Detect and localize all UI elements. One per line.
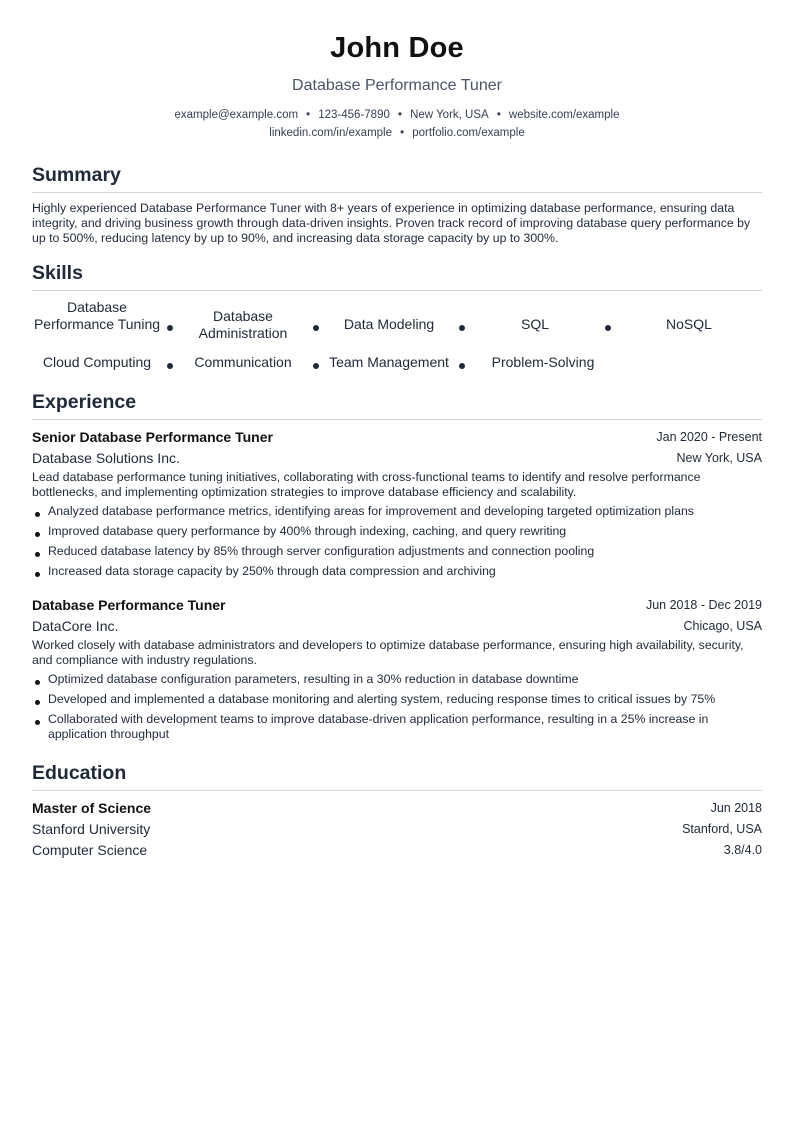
bullet-text: Developed and implemented a database monitoring and alerting system, reducing response times to critical issues by 75% (48, 692, 716, 706)
job-location: New York, USA (676, 451, 762, 465)
section-divider (32, 290, 762, 291)
education-gpa: 3.8/4.0 (723, 843, 762, 857)
education-date: Jun 2018 (710, 801, 762, 815)
education-location: Stanford, USA (682, 822, 762, 836)
job-location: Chicago, USA (683, 619, 762, 633)
skill-item: Database Performance Tuning (33, 299, 161, 332)
contact-line-2 (32, 125, 762, 139)
contact-separator: • (400, 125, 405, 139)
contact-line-1 (32, 107, 762, 121)
experience-heading: Experience (32, 391, 137, 413)
skill-item: Database Administration (198, 308, 288, 341)
job-title: Database Performance Tuner (32, 597, 226, 613)
portfolio-link[interactable]: portfolio.com/example (412, 127, 525, 139)
bullet-text: Increased data storage capacity by 250% through data compression and archiving (48, 564, 496, 578)
summary-heading: Summary (32, 164, 121, 186)
website-link[interactable]: website.com/example (508, 109, 620, 121)
job-company: DataCore Inc. (32, 618, 119, 634)
bullet-dot (35, 700, 40, 705)
skill-separator-dot (459, 363, 465, 369)
summary-text: Highly experienced Database Performance Tuner with 8+ years of experience in optimizing database performance, ensuring data integrity, and driving business growth through data-driven insights. Proven track record of improving database query performance by up to 500%, reducing latency by up to 90%, and increasing data storage capacity by up to 300%. (32, 201, 751, 245)
skill-separator-dot (459, 325, 465, 331)
location-text: New York, USA (410, 109, 489, 121)
bullet-text: Reduced database latency by 85% through server configuration adjustments and connection pooling (48, 544, 595, 558)
job-bullet (32, 564, 762, 579)
phone-text: 123-456-7890 (318, 109, 390, 121)
candidate-name: John Doe (330, 32, 464, 64)
bullet-dot (35, 512, 40, 517)
skills-heading: Skills (32, 262, 83, 284)
job-bullet (32, 712, 762, 742)
education-school: Stanford University (32, 821, 151, 837)
job-bullet (32, 524, 762, 539)
job-description: Worked closely with database administrators and developers to optimize database performance, ensuring high availability, security, and compliance with industry regulations. (32, 638, 744, 667)
contact-separator: • (306, 107, 311, 121)
bullet-text: Collaborated with development teams to improve database-driven application performance, resulting in a 25% increase in application throughput (48, 712, 709, 741)
job-dates: Jun 2018 - Dec 2019 (645, 598, 762, 612)
bullet-dot (35, 680, 40, 685)
skill-separator-dot (167, 325, 173, 331)
skill-separator-dot (313, 325, 319, 331)
job-bullet (32, 692, 762, 707)
education-heading: Education (32, 762, 127, 784)
bullet-text: Analyzed database performance metrics, identifying areas for improvement and developing targeted optimization plans (48, 504, 694, 518)
bullet-dot (35, 552, 40, 557)
skill-item: Team Management (329, 354, 449, 370)
education-degree: Master of Science (32, 800, 152, 816)
candidate-title: Database Performance Tuner (292, 77, 502, 94)
job-bullet (32, 544, 762, 559)
education-field: Computer Science (32, 842, 148, 858)
section-divider (32, 790, 762, 791)
bullet-text: Optimized database configuration parameters, resulting in a 30% reduction in database downtime (48, 672, 579, 686)
bullet-dot (35, 720, 40, 725)
skill-item: Cloud Computing (42, 354, 152, 370)
section-divider (32, 192, 762, 193)
skill-item: Problem-Solving (491, 354, 595, 370)
job-bullet (32, 504, 762, 519)
job-title: Senior Database Performance Tuner (32, 429, 273, 445)
job-dates: Jan 2020 - Present (656, 430, 762, 444)
job-bullet (32, 672, 762, 687)
skill-item: NoSQL (666, 316, 712, 332)
contact-separator: • (397, 107, 403, 121)
section-divider (32, 419, 762, 420)
skills-row-1 (32, 299, 762, 347)
skill-separator-dot (167, 363, 173, 369)
linkedin-link[interactable]: linkedin.com/in/example (269, 127, 393, 139)
skill-item: SQL (520, 316, 549, 332)
skills-row-2 (32, 354, 762, 376)
bullet-dot (35, 532, 40, 537)
skill-item: Data Modeling (343, 316, 435, 332)
job-company: Database Solutions Inc. (32, 450, 180, 466)
job-description: Lead database performance tuning initiatives, collaborating with cross-functional teams to identify and resolve performance bottlenecks, and implementing optimization strategies to improve database efficiency and scalability. (32, 470, 701, 499)
contact-separator: • (496, 107, 501, 121)
bullet-text: Improved database query performance by 400% through indexing, caching, and query rewriting (48, 524, 567, 538)
skill-item: Communication (194, 354, 292, 370)
email-link[interactable]: example@example.com (174, 109, 299, 121)
skill-separator-dot (605, 325, 611, 331)
bullet-dot (35, 572, 40, 577)
